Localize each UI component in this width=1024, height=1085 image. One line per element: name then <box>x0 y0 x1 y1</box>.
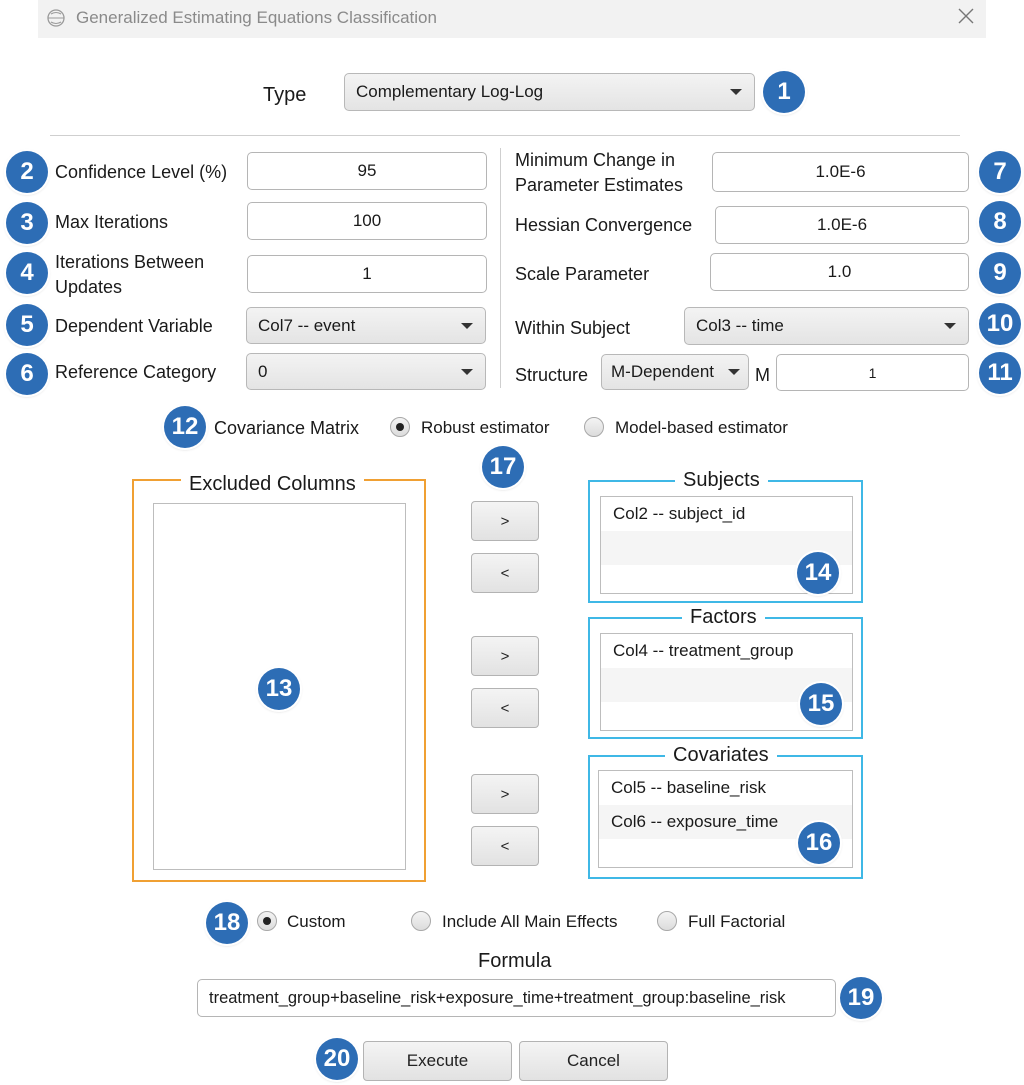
robust-estimator-radio[interactable] <box>390 417 410 437</box>
badge-13: 13 <box>258 668 300 710</box>
m-label: M <box>755 365 770 385</box>
custom-label[interactable]: Custom <box>287 912 346 931</box>
badge-15: 15 <box>800 683 842 725</box>
max-iterations-input[interactable]: 100 <box>247 202 487 240</box>
min-change-label-2: Parameter Estimates <box>515 175 684 195</box>
full-factorial-radio[interactable] <box>657 911 677 931</box>
factors-title: Factors <box>682 606 765 629</box>
reference-category-label: Reference Category <box>55 362 217 382</box>
window-title: Generalized Estimating Equations Classification <box>76 8 437 27</box>
excluded-columns-title: Excluded Columns <box>181 473 364 496</box>
badge-8: 8 <box>979 201 1021 243</box>
execute-button[interactable]: Execute <box>363 1041 512 1081</box>
structure-value: M-Dependent <box>611 362 715 381</box>
chevron-down-icon <box>461 369 473 375</box>
badge-9: 9 <box>979 252 1021 294</box>
separator <box>50 135 960 136</box>
list-item[interactable]: Col6 -- exposure_time <box>599 805 852 839</box>
separator-vertical <box>500 148 501 388</box>
cancel-button[interactable]: Cancel <box>519 1041 668 1081</box>
scale-parameter-input[interactable]: 1.0 <box>710 253 969 291</box>
badge-11: 11 <box>979 352 1021 394</box>
confidence-level-label: Confidence Level (%) <box>55 162 228 182</box>
badge-18: 18 <box>206 902 248 944</box>
min-change-label: Minimum Change in <box>515 150 676 170</box>
badge-16: 16 <box>798 822 840 864</box>
remove-from-covariates-button[interactable]: < <box>471 826 539 866</box>
type-select[interactable] <box>344 73 755 111</box>
remove-from-subjects-button[interactable]: < <box>471 553 539 593</box>
structure-label: Structure <box>515 365 589 385</box>
formula-input[interactable]: treatment_group+baseline_risk+exposure_time+treatment_group:baseline_risk <box>197 979 836 1017</box>
badge-10: 10 <box>979 303 1021 345</box>
scale-parameter-label: Scale Parameter <box>515 264 650 284</box>
formula-label: Formula <box>478 950 552 972</box>
badge-1: 1 <box>763 71 805 113</box>
include-all-main-effects-radio[interactable] <box>411 911 431 931</box>
model-based-estimator-radio[interactable] <box>584 417 604 437</box>
m-input[interactable]: 1 <box>776 354 969 391</box>
move-to-factors-button[interactable]: > <box>471 636 539 676</box>
full-factorial-label[interactable]: Full Factorial <box>688 912 786 931</box>
app-icon <box>46 8 66 28</box>
badge-2: 2 <box>6 151 48 193</box>
badge-20: 20 <box>316 1038 358 1080</box>
iterations-between-input[interactable]: 1 <box>247 255 487 293</box>
subjects-title: Subjects <box>675 469 768 492</box>
covariates-title: Covariates <box>665 744 777 767</box>
chevron-down-icon <box>730 89 742 95</box>
type-select-value: Complementary Log-Log <box>356 82 544 101</box>
badge-7: 7 <box>979 151 1021 193</box>
dependent-variable-select[interactable] <box>246 307 486 344</box>
structure-select[interactable] <box>601 354 749 390</box>
robust-estimator-label[interactable]: Robust estimator <box>421 418 550 437</box>
move-to-subjects-button[interactable]: > <box>471 501 539 541</box>
dependent-variable-value: Col7 -- event <box>258 315 356 335</box>
hessian-convergence-input[interactable]: 1.0E-6 <box>715 206 969 244</box>
move-to-covariates-button[interactable]: > <box>471 774 539 814</box>
remove-from-factors-button[interactable]: < <box>471 688 539 728</box>
reference-category-select[interactable] <box>246 353 486 390</box>
badge-17: 17 <box>482 446 524 488</box>
badge-12: 12 <box>164 406 206 448</box>
max-iterations-label: Max Iterations <box>55 212 169 232</box>
covariance-matrix-label: Covariance Matrix <box>214 418 360 438</box>
close-icon[interactable] <box>956 6 976 26</box>
badge-3: 3 <box>6 202 48 244</box>
badge-14: 14 <box>797 552 839 594</box>
within-subject-select[interactable] <box>684 307 969 345</box>
list-item[interactable]: Col5 -- baseline_risk <box>611 778 766 797</box>
within-subject-value: Col3 -- time <box>696 316 784 335</box>
min-change-input[interactable]: 1.0E-6 <box>712 152 969 192</box>
badge-19: 19 <box>840 977 882 1019</box>
iterations-between-label-2: Updates <box>55 277 123 297</box>
reference-category-value: 0 <box>258 361 268 381</box>
iterations-between-label: Iterations Between <box>55 252 205 272</box>
type-label: Type <box>263 84 307 106</box>
badge-5: 5 <box>6 304 48 346</box>
model-based-estimator-label[interactable]: Model-based estimator <box>615 418 788 437</box>
list-item[interactable]: Col2 -- subject_id <box>613 504 746 523</box>
confidence-level-input[interactable]: 95 <box>247 152 487 190</box>
list-item[interactable]: Col4 -- treatment_group <box>613 641 794 660</box>
badge-4: 4 <box>6 252 48 294</box>
badge-6: 6 <box>6 353 48 395</box>
chevron-down-icon <box>728 369 740 375</box>
within-subject-label: Within Subject <box>515 318 631 338</box>
chevron-down-icon <box>461 323 473 329</box>
include-all-main-effects-label[interactable]: Include All Main Effects <box>442 912 618 931</box>
dependent-variable-label: Dependent Variable <box>55 316 213 336</box>
hessian-convergence-label: Hessian Convergence <box>515 215 693 235</box>
custom-radio[interactable] <box>257 911 277 931</box>
chevron-down-icon <box>944 323 956 329</box>
